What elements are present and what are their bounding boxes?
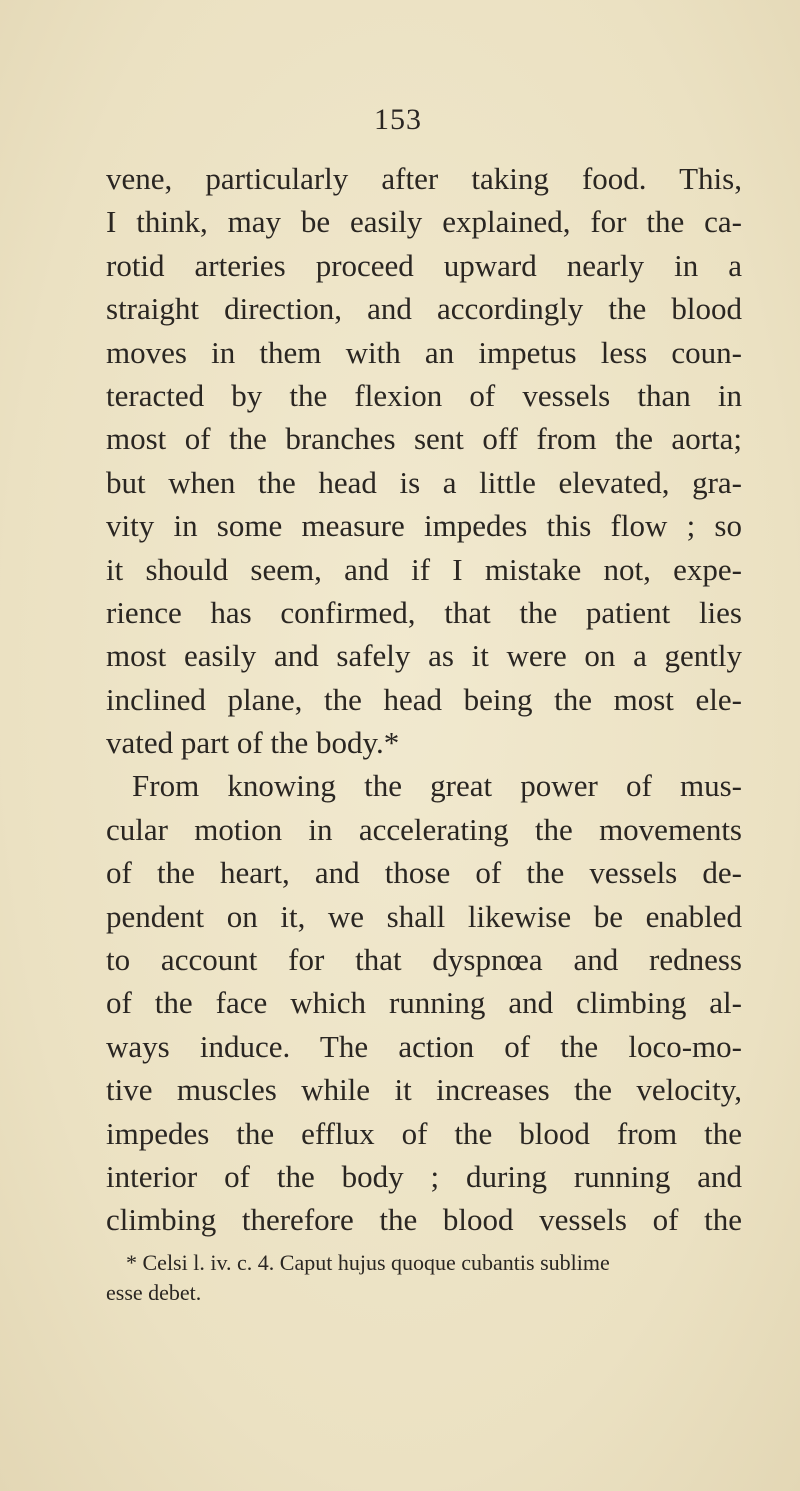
text-line: most of the branches sent off from the aorta; bbox=[106, 421, 742, 457]
text-line: straight direction, and accordingly the blood bbox=[106, 291, 742, 327]
text-line: of the heart, and those of the vessels de- bbox=[106, 855, 742, 891]
text-line: of the face which running and climbing al- bbox=[106, 985, 742, 1021]
text-line: it should seem, and if I mistake not, expe- bbox=[106, 551, 742, 587]
text-line: vity in some measure impedes this flow ; so bbox=[106, 508, 742, 544]
text-line: interior of the body ; during running and bbox=[106, 1158, 742, 1194]
text-line: teracted by the flexion of vessels than in bbox=[106, 377, 742, 413]
text-line: cular motion in accelerating the movements bbox=[106, 811, 742, 847]
text-line: most easily and safely as it were on a gently bbox=[106, 638, 742, 674]
text-line: to account for that dyspnœa and redness bbox=[106, 942, 742, 978]
footnote bbox=[106, 1248, 666, 1308]
text-line: From knowing the great power of mus- bbox=[132, 768, 742, 804]
text-line: climbing therefore the blood vessels of the bbox=[106, 1202, 742, 1238]
text-line: pendent on it, we shall likewise be enabled bbox=[106, 898, 742, 934]
footnote-line: esse debet. bbox=[106, 1280, 202, 1305]
text-line: but when the head is a little elevated, gra- bbox=[106, 464, 742, 500]
text-line: tive muscles while it increases the velocity, bbox=[106, 1072, 742, 1108]
text-line: moves in them with an impetus less coun- bbox=[106, 334, 742, 370]
body-text bbox=[106, 157, 742, 1242]
text-line: inclined plane, the head being the most ele- bbox=[106, 681, 742, 717]
footnote-line: * Celsi l. iv. c. 4. Caput hujus quoque cubantis sublime bbox=[126, 1250, 610, 1275]
text-line: impedes the efflux of the blood from the bbox=[106, 1115, 742, 1151]
text-line: vated part of the body.* bbox=[106, 725, 400, 761]
text-line: rotid arteries proceed upward nearly in a bbox=[106, 247, 742, 283]
text-line: I think, may be easily explained, for the ca- bbox=[106, 204, 742, 240]
text-line: vene, particularly after taking food. This, bbox=[106, 161, 742, 196]
page-number: 153 bbox=[374, 103, 422, 136]
text-line: ways induce. The action of the loco-mo- bbox=[106, 1028, 742, 1064]
text-line: rience has confirmed, that the patient lies bbox=[106, 594, 742, 630]
